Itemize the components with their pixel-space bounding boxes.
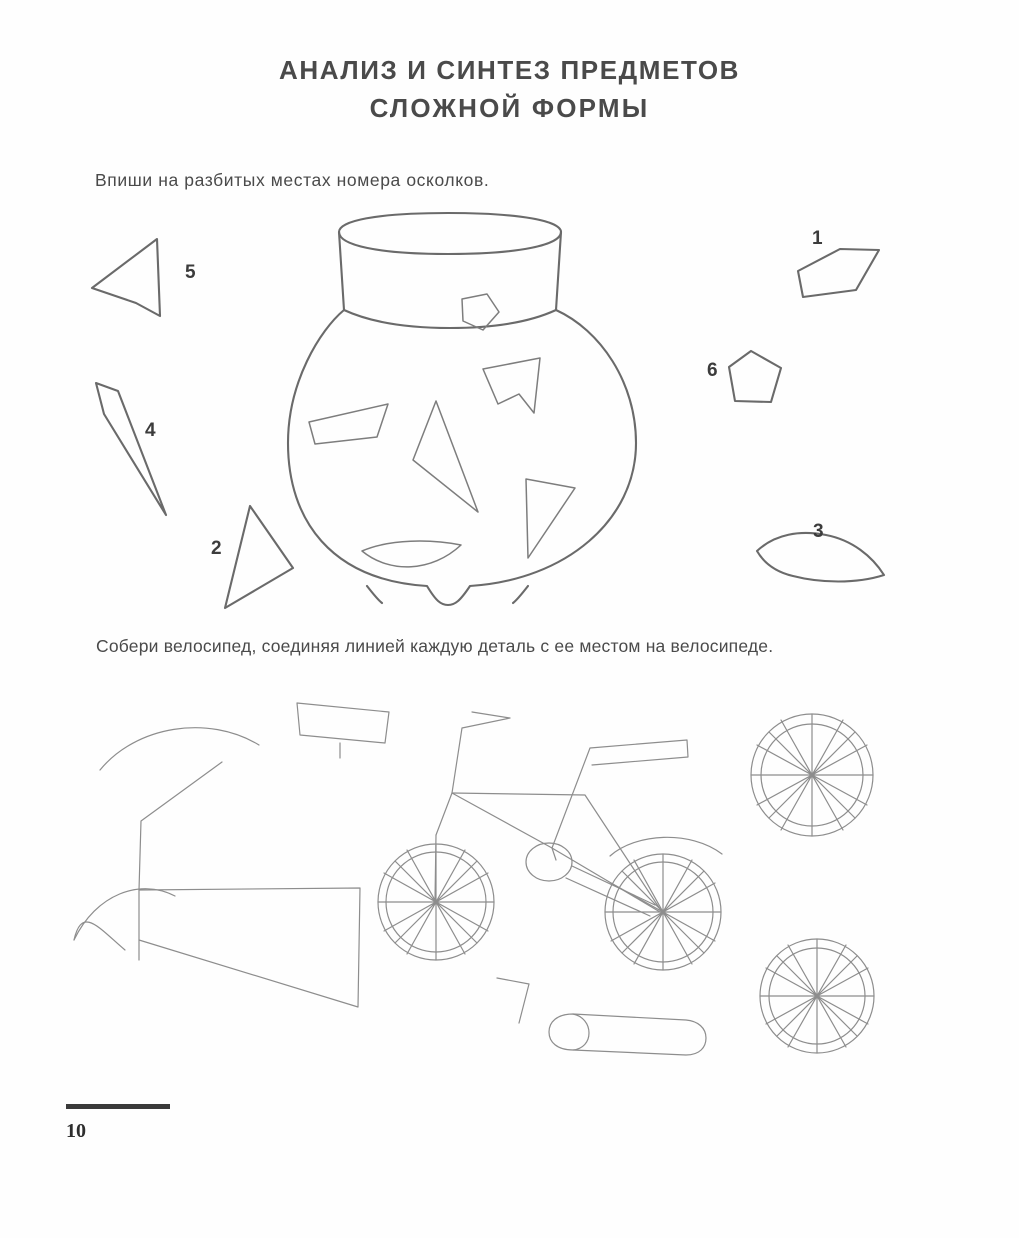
page-title-line-2: СЛОЖНОЙ ФОРМЫ <box>369 92 650 123</box>
bicycle-part-wheel-top-right <box>751 714 873 836</box>
bicycle-part-frame-left <box>74 762 360 1007</box>
bicycle-frame <box>378 712 722 970</box>
task-bicycle-instruction: Собери велосипед, соединяя линией каждую деталь с ее местом на велосипеде. <box>96 636 774 656</box>
bicycle-part-saddle-left <box>297 703 389 758</box>
fragment-label-2: 2 <box>211 538 222 559</box>
bicycle-part-fender-left <box>100 728 259 770</box>
bicycle-figure <box>0 690 1019 1090</box>
fragment-shape-2 <box>225 506 293 608</box>
footer-divider <box>66 1104 170 1109</box>
page-number: 10 <box>66 1120 86 1142</box>
fragment-label-4: 4 <box>145 420 156 441</box>
vase-broken-holes <box>309 294 575 567</box>
fragment-label-1: 1 <box>812 228 823 249</box>
fragment-label-3: 3 <box>813 521 824 542</box>
task-vase-instruction: Впиши на разбитых местах номера осколков. <box>95 170 490 190</box>
bicycle-part-handlebar-grip <box>549 1014 706 1055</box>
page-title-line-1: АНАЛИЗ И СИНТЕЗ ПРЕДМЕТОВ <box>278 55 741 85</box>
fragment-label-5: 5 <box>185 262 196 283</box>
bicycle-part-pedal <box>497 978 529 1023</box>
fragment-label-6: 6 <box>707 360 718 381</box>
vase-outline <box>288 213 636 605</box>
fragment-shape-4 <box>96 383 166 515</box>
fragment-shape-1 <box>798 249 879 297</box>
bicycle-part-wheel-bottom-right <box>760 939 874 1053</box>
fragment-shape-5 <box>92 239 160 316</box>
fragment-shape-6 <box>729 351 781 402</box>
